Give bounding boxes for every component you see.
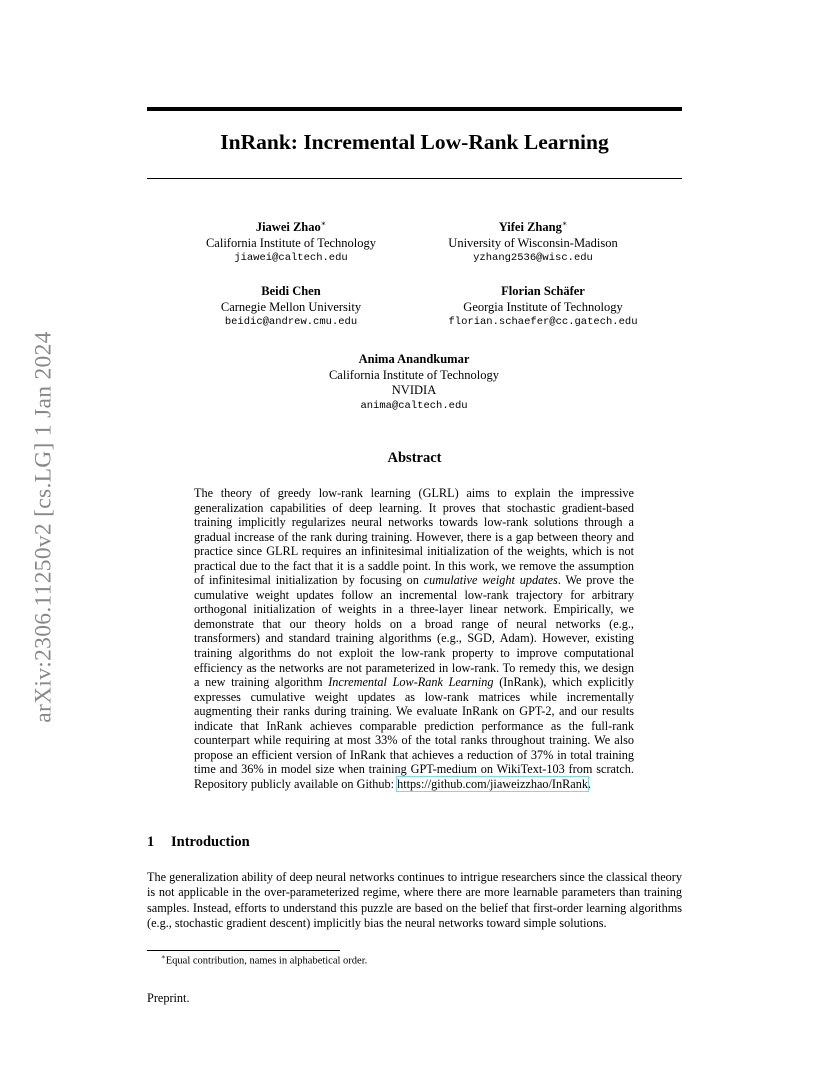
- arxiv-sidebar-stamp: [19, 297, 69, 757]
- footnote-rule: [147, 950, 340, 951]
- author-affiliation: University of Wisconsin-Madison: [448, 235, 618, 250]
- author-email: florian.schaefer@cc.gatech.edu: [448, 316, 638, 328]
- title-top-rule: [147, 107, 682, 111]
- section-heading: [147, 834, 250, 851]
- author-block: [191, 284, 391, 331]
- author-name: Jiawei Zhao∗: [255, 219, 327, 235]
- author-name: Anima Anandkumar: [358, 352, 470, 366]
- author-block: [423, 216, 643, 267]
- introduction-paragraph: The generalization ability of deep neural networks continues to intrigue researchers since the classical theory is not applicable in the over-parameterized regime, where there are more learnable parameters than training samples. Instead, efforts to understand this puzzle are based on the belief that first-order learning algorithms (e.g., stochastic gradient descent) implicitly bias the neural networks toward simple solutions.: [147, 870, 682, 931]
- title-bottom-rule: [147, 178, 682, 179]
- author-name: Florian Schäfer: [501, 284, 585, 298]
- author-affiliation: California Institute of Technology: [328, 367, 500, 382]
- section-number: 1: [147, 834, 155, 850]
- author-affiliation: Georgia Institute of Technology: [463, 299, 623, 314]
- github-repository-link[interactable]: https://github.com/jiaweizzhao/InRank: [397, 776, 588, 791]
- author-affiliation: Carnegie Mellon University: [220, 299, 362, 314]
- author-affiliation-secondary: NVIDIA: [391, 383, 437, 397]
- author-email: jiawei@caltech.edu: [234, 252, 348, 265]
- author-name: Beidi Chen: [261, 284, 321, 298]
- paper-title: InRank: Incremental Low-Rank Learning: [220, 130, 609, 154]
- arxiv-identifier: arXiv:2306.11250v2 [cs.LG] 1 Jan 2024: [30, 331, 57, 723]
- abstract-text: The theory of greedy low-rank learning (GLRL) aims to explain the impressive generalization capabilities of deep learning. It proves that stochastic gradient-based training implicitly regularizes neural networks towards low-rank solutions through a gradual increase of the rank during training. However, there is a gap between theory and practice since GLRL requires an infinitesimal initialization of the weights, which is not practical due to the fact that it is a saddle point. In this work, we remove the assumption of infinitesimal initialization by focusing on cumulative weight updates. We prove the cumulative weight updates follow an incremental low-rank trajectory for arbitrary orthogonal initialization of weights in a three-layer linear network. Empirically, we demonstrate that our theory holds on a broad range of neural networks (e.g., transformers) and standard training algorithms (e.g., SGD, Adam). However, existing training algorithms do not exploit the low-rank property to improve computational efficiency as the networks are not parameterized in low-rank. To remedy this, we design a new training algorithm Incremental Low-Rank Learning (InRank), which explicitly expresses cumulative weight updates as low-rank matrices while incrementally augmenting their ranks during training. We evaluate InRank on GPT-2, and our results indicate that InRank achieves comparable prediction performance as the full-rank counterpart while requiring at most 33% of the total ranks throughout training. We also propose an efficient version of InRank that achieves a reduction of 37% in total training time and 36% in model size when training GPT-medium on WikiText-103 from scratch. Repository publicly available on Github: https://github.com/jiaweizzhao/InRank.: [194, 486, 634, 791]
- author-block: [304, 352, 524, 414]
- abstract-heading: Abstract: [387, 450, 442, 466]
- author-email: anima@caltech.edu: [360, 399, 468, 412]
- author-email: beidic@andrew.cmu.edu: [224, 316, 358, 328]
- section-title: Introduction: [171, 834, 250, 850]
- author-block: [423, 284, 663, 331]
- author-email: yzhang2536@wisc.edu: [473, 252, 593, 265]
- footnote: ∗Equal contribution, names in alphabetical order.: [161, 953, 368, 967]
- author-affiliation: California Institute of Technology: [205, 235, 377, 250]
- author-name: Yifei Zhang∗: [498, 219, 568, 235]
- preprint-label: Preprint.: [147, 991, 190, 1005]
- author-block: [191, 216, 391, 267]
